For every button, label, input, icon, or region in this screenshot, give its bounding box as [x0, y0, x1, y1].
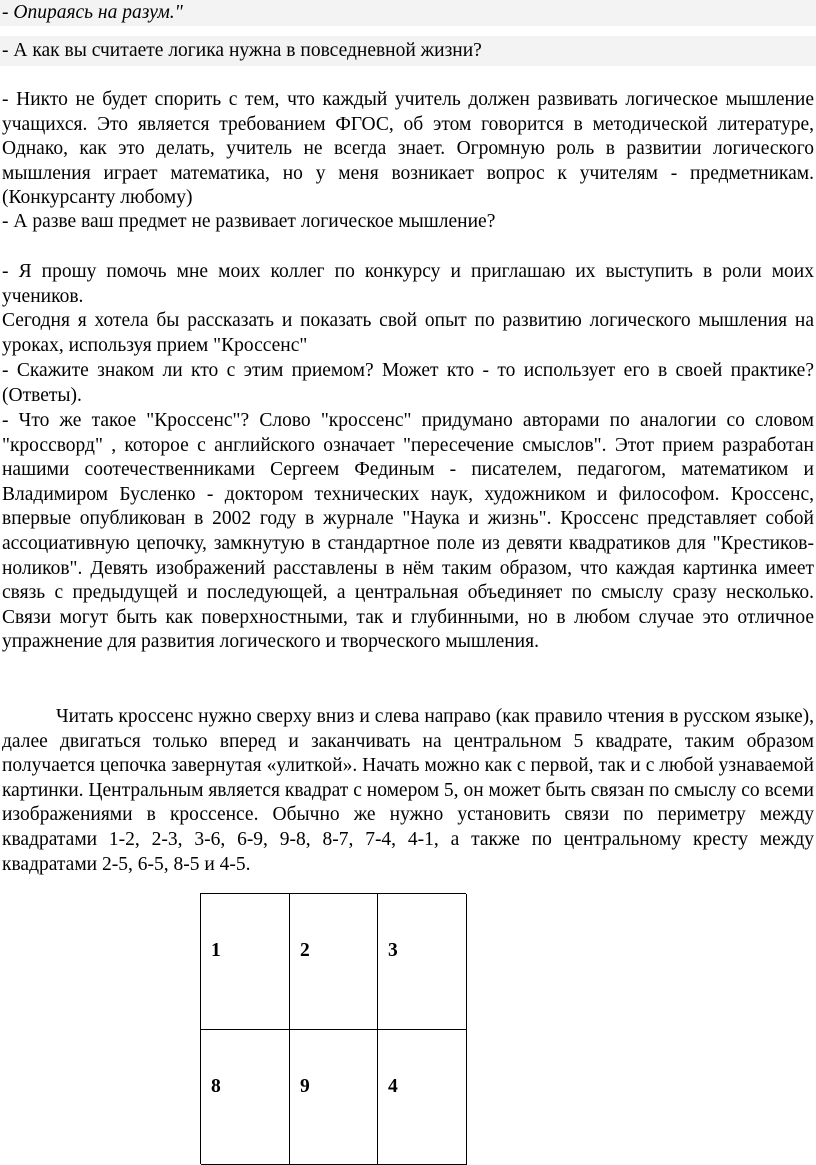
cell-number: 9: [300, 1076, 310, 1097]
paragraph-crossens-definition: - Что же такое "Кроссенс"? Слово "кроссенс" придумано авторами по аналогии со словом "кроссворд" , которое с английского означает "пересечение смыслов". Этот прием разработан нашими соотечественниками Сергеем Фединым - писателем, педагогом, математиком и Владимиром Бусленко - доктором технических наук, художником и философом. Кроссенс, впервые опубликован в 2002 году в журнале "Наука и жизнь". Кроссенс представляет собой ассоциативную цепочку, замкнутую в стандартное поле из девяти квадратиков для "Крестиков-ноликов". Девять изображений расставлены в нём таким образом, что каждая картинка имеет связь с предыдущей и последующей, а центральная объединяет по смыслу сразу несколько. Связи могут быть как поверхностными, так и глубинными, но в любом случае это отличное упражнение для развития логического и творческого мышления.: [2, 410, 814, 653]
grid-cell: [378, 894, 467, 1030]
cell-number: 8: [211, 1076, 221, 1097]
paragraph-teacher-logic: - Никто не будет спорить с тем, что каждый учитель должен развивать логическое мышление учащихся. Это является требованием ФГОС, об этом говорится в методической литературе, Однако, как это делать, учитель не всегда знает. Огромную роль в развитии логического мышления играет математика, но у меня возникает вопрос к учителям - предметникам. (Конкурсанту любому): [2, 89, 814, 209]
question-line: - А как вы считаете логика нужна в повседневной жизни?: [2, 40, 482, 61]
italic-quote-line: - Опираясь на разум.": [2, 2, 183, 23]
cell-number: 1: [211, 940, 221, 961]
paragraph-invite-colleagues: - Я прошу помочь мне моих коллег по конкурсу и приглашаю их выступить в роли моих учеников.: [2, 261, 814, 307]
grid-cell: [201, 894, 290, 1030]
paragraph-today-intro: Сегодня я хотела бы рассказать и показать свой опыт по развитию логического мышления на уроках, используя прием "Кроссенс": [2, 310, 814, 356]
cell-number: 2: [300, 940, 310, 961]
grid-cell: [201, 1030, 290, 1165]
paragraph-reading-rules: Читать кроссенс нужно сверху вниз и слева направо (как правило чтения в русском языке), далее двигаться только вперед и заканчивать на центральном 5 квадрате, таким образом получается цепочка завернутая «улиткой». Начать можно как с первой, так и с любой узнаваемой картинки. Центральным является квадрат с номером 5, он может быть связан по смыслу со всеми изображениями в кроссенсе. Обычно же нужно установить связи по периметру между квадратами 1-2, 2-3, 3-6, 6-9, 9-8, 8-7, 7-4, 4-1, а также по центральному кресту между квадратами 2-5, 6-5, 8-5 и 4-5.: [2, 706, 814, 875]
paragraph-familiar-question: - Скажите знаком ли кто с этим приемом? Может кто - то использует его в своей практике? (Ответы).: [2, 360, 814, 406]
paragraph-subject-question: - А разве ваш предмет не развивает логическое мышление?: [2, 211, 496, 232]
cell-number: 3: [388, 940, 398, 961]
grid-cell: [290, 1030, 378, 1165]
grid-cell: [290, 894, 378, 1030]
grid-cell: [378, 1030, 467, 1165]
crossens-grid: [200, 893, 466, 1164]
cell-number: 4: [388, 1076, 398, 1097]
